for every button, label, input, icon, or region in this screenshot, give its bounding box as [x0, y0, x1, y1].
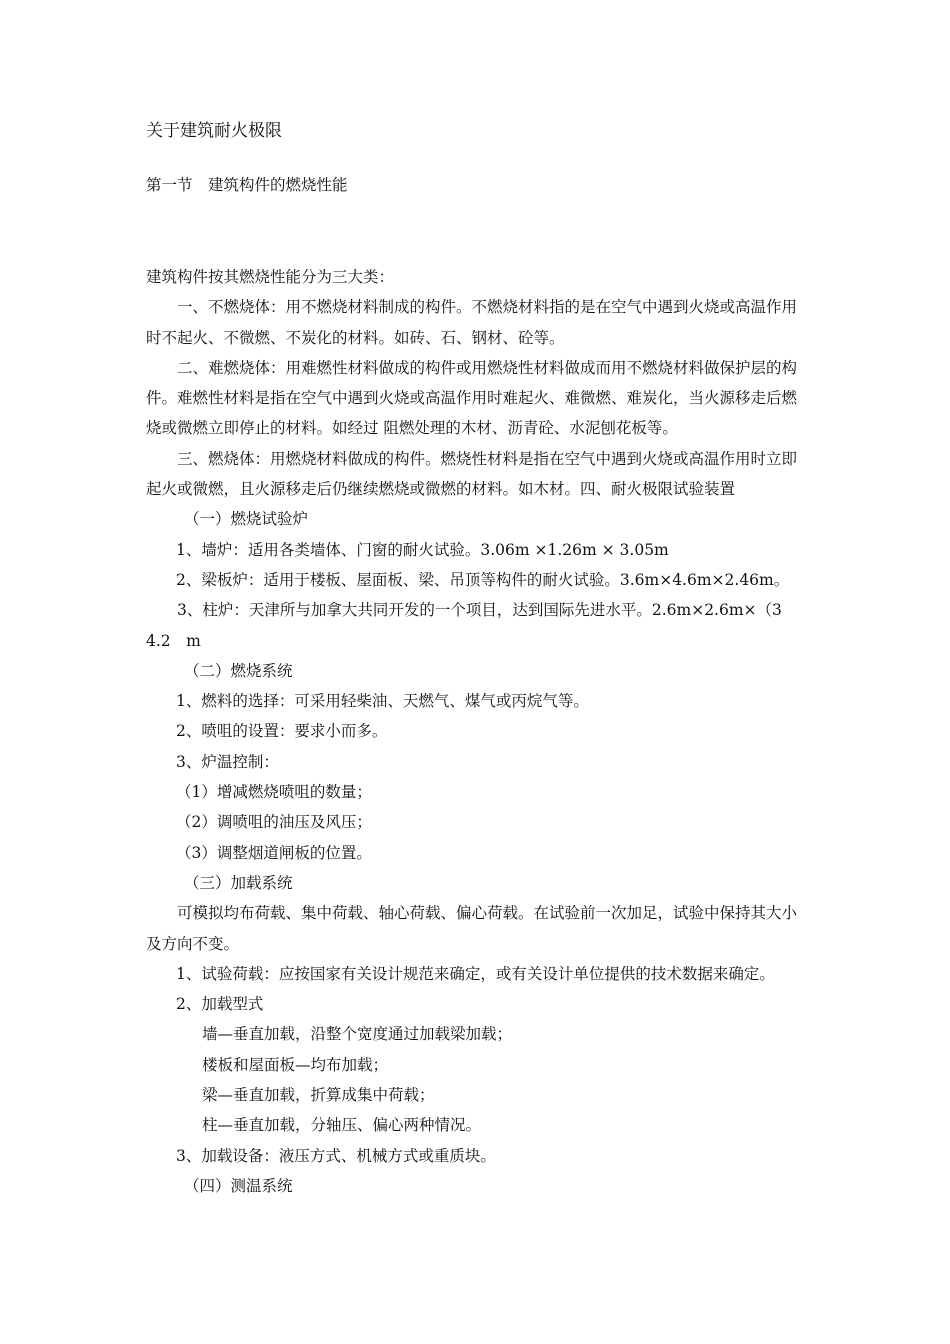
section-heading: 第一节 建筑构件的燃烧性能	[146, 176, 348, 194]
paragraph: 三、燃烧体：用燃烧材料做成的构件。燃烧性材料是指在空气中遇到火烧或高温作用时立即起火或微燃，且火源移走后仍继续燃烧或微燃的材料。如木材。四、耐火极限试验装置	[146, 449, 798, 499]
document-body	[146, 262, 808, 1201]
subheading: （二）燃烧系统	[184, 661, 293, 680]
list-item: 梁—垂直加载，折算成集中荷载；	[202, 1086, 435, 1105]
list-item: 2、梁板炉：适用于楼板、屋面板、梁、吊顶等构件的耐火试验。3.6m×4.6m×2.46m。	[176, 570, 790, 589]
list-item: 1、试验荷载：应按国家有关设计规范来确定，或有关设计单位提供的技术数据来确定。	[176, 964, 775, 983]
list-item: 墙—垂直加载，沿整个宽度通过加载梁加载；	[202, 1025, 513, 1044]
list-item: 1、燃料的选择：可采用轻柴油、天燃气、煤气或丙烷气等。	[176, 692, 589, 711]
list-item: 楼板和屋面板—均布加载；	[202, 1055, 389, 1074]
paragraph: 建筑构件按其燃烧性能分为三大类：	[146, 268, 395, 286]
list-item: 2、喷咀的设置：要求小而多。	[176, 722, 388, 741]
list-item: （2）调喷咀的油压及风压；	[176, 813, 372, 832]
list-item: 柱—垂直加载，分轴压、偏心两种情况。	[202, 1116, 482, 1135]
subheading: （一）燃烧试验炉	[184, 510, 309, 529]
list-item: 3、加载设备：液压方式、机械方式或重质块。	[176, 1146, 496, 1165]
paragraph: 一、不燃烧体：用不燃烧材料制成的构件。不燃烧材料指的是在空气中遇到火烧或高温作用时不起火、不微燃、不炭化的材料。如砖、石、钢材、砼等。	[146, 298, 798, 347]
paragraph: 可模拟均布荷载、集中荷载、轴心荷载、偏心荷载。在试验前一次加足，试验中保持其大小及方向不变。	[146, 904, 798, 953]
list-item: 3、柱炉：天津所与加拿大共同开发的一个项目，达到国际先进水平。2.6m×2.6m×（3 4.2 m	[146, 601, 798, 650]
list-item: 2、加载型式	[176, 995, 264, 1014]
paragraph: 二、难燃烧体：用难燃性材料做成的构件或用燃烧性材料做成而用不燃烧材料做保护层的构件。难燃性材料是指在空气中遇到火烧或高温作用时难起火、难微燃、难炭化，当火源移走后燃烧或微燃立即停止的材料。如经过 阻燃处理的木材、沥青砼、水泥刨花板等。	[146, 358, 798, 438]
document-title: 关于建筑耐火极限	[146, 121, 282, 141]
list-item: （1）增减燃烧喷咀的数量；	[176, 783, 372, 802]
list-item: 3、炉温控制：	[176, 752, 279, 771]
list-item: 1、墙炉：适用各类墙体、门窗的耐火试验。3.06m ×1.26m × 3.05m	[176, 540, 669, 559]
subheading: （四）测温系统	[184, 1176, 293, 1195]
list-item: （3）调整烟道闸板的位置。	[176, 843, 372, 862]
subheading: （三）加载系统	[184, 873, 293, 892]
